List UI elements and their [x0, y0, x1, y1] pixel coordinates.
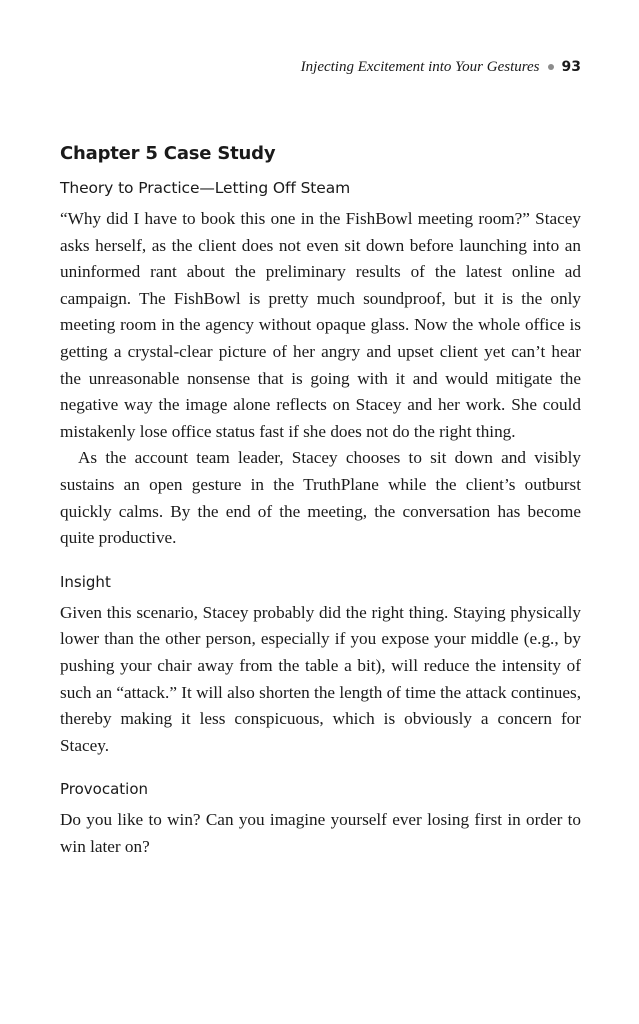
page-content	[60, 140, 581, 860]
case-study-paragraph-1: “Why did I have to book this one in the FishBowl meeting room?” Stacey asks herself, as the client does not even sit down before launching into an uninformed rant about the preliminary results of the latest online ad campaign. The FishBowl is pretty much soundproof, but it is the only meeting room in the agency without opaque glass. Now the whole office is getting a crystal-clear picture of her angry and upset client yet can’t hear the unreasonable nonsense that is going with it and would mitigate the negative way the image alone reflects on Stacey and her work. She could mistakenly lose office status fast if she does not do the right thing.	[60, 209, 581, 441]
provocation-heading: Provocation	[60, 780, 149, 799]
case-study-subheading: Theory to Practice—Letting Off Steam	[60, 179, 351, 197]
insight-heading: Insight	[60, 572, 111, 591]
running-head-title: Injecting Excitement into Your Gestures	[300, 59, 540, 75]
case-study-paragraph-2: As the account team leader, Stacey chooses to sit down and visibly sustains an open gesture in the TruthPlane while the client’s outburst quickly calms. By the end of the meeting, the conversation has become quite productive.	[60, 448, 581, 548]
bullet-icon	[548, 64, 554, 70]
running-head	[301, 57, 581, 77]
chapter-heading: Chapter 5 Case Study	[60, 143, 276, 164]
page-number: 93	[561, 59, 581, 75]
insight-paragraph: Given this scenario, Stacey probably did the right thing. Staying physically lower than the other person, especially if you expose your middle (e.g., by pushing your chair away from the table a bit), will reduce the intensity of such an “attack.” It will also shorten the length of time the attack continues, thereby making it less conspicuous, which is obviously a concern for Stacey.	[60, 602, 581, 755]
provocation-paragraph: Do you like to win? Can you imagine yourself ever losing first in order to win later on?	[60, 810, 581, 856]
